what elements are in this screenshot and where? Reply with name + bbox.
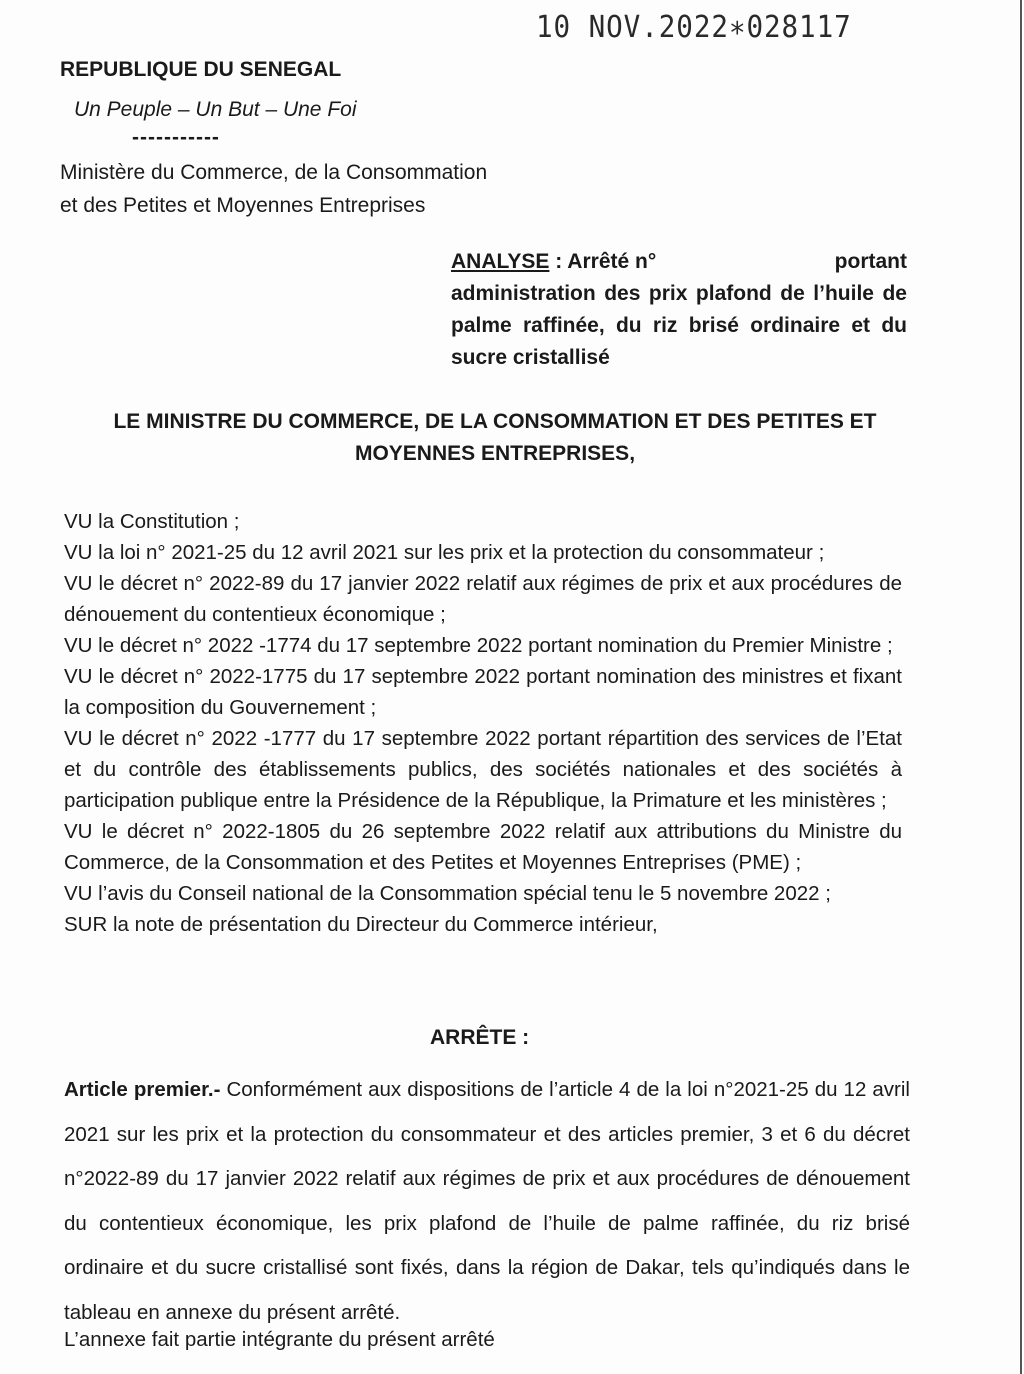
visas-list (64, 506, 902, 940)
analyse-arrete-number: : Arrêté n° (549, 250, 657, 273)
article-text: Conformément aux dispositions de l’article 4 de la loi n°2021-25 du 12 avril 2021 sur les prix et la protection du consommateur et des articles premier, 3 et 6 du décret n°2022-89 du 17 janvier 2022 relatif aux régimes de prix et aux procédures de dénouement du contentieux économique, les prix plafond de l’huile de palme raffinée, du riz brisé ordinaire et du sucre cristallisé sont fixés, dans la région de Dakar, tels qu’indiqués dans le tableau en annexe du présent arrêté. (64, 1078, 910, 1324)
arrete-heading: ARRÊTE : (430, 1026, 530, 1049)
ministry-name (60, 156, 487, 222)
visa-item: VU l’avis du Conseil national de la Consommation spécial tenu le 5 novembre 2022 ; (64, 882, 831, 905)
ministry-line-1: Ministère du Commerce, de la Consommation (60, 161, 488, 184)
republic-heading: REPUBLIQUE DU SENEGAL (60, 58, 342, 81)
visa-item: VU le décret n° 2022 -1774 du 17 septembre 2022 portant nomination du Premier Ministre ; (64, 634, 893, 657)
analyse-first-line (451, 246, 907, 278)
visa-item: VU le décret n° 2022-1775 du 17 septembre 2022 portant nomination des ministres et fixant la composition du Gouvernement ; (64, 665, 902, 719)
analyse-subject: administration des prix plafond de l’huile de palme raffinée, du riz brisé ordinaire et du sucre cristallisé (451, 282, 907, 369)
national-motto: Un Peuple – Un But – Une Foi (74, 98, 357, 121)
analyse-label: ANALYSE (451, 250, 550, 273)
visa-item: SUR la note de présentation du Directeur du Commerce intérieur, (64, 913, 658, 936)
analyse-portant: portant (834, 250, 907, 273)
visa-item: VU la loi n° 2021-25 du 12 avril 2021 sur les prix et la protection du consommateur ; (64, 541, 825, 564)
header-separator: ----------- (132, 126, 220, 149)
annex-note: L’annexe fait partie intégrante du présent arrêté (64, 1328, 495, 1351)
minister-title: LE MINISTRE DU COMMERCE, DE LA CONSOMMATION ET DES PETITES ET MOYENNES ENTREPRISES, (113, 410, 877, 465)
visa-item: VU la Constitution ; (64, 510, 240, 533)
ministry-line-2: et des Petites et Moyennes Entreprises (60, 194, 426, 217)
visa-item: VU le décret n° 2022-89 du 17 janvier 2022 relatif aux régimes de prix et aux procédures de dénouement du contentieux économique ; (64, 572, 902, 626)
article-premier (64, 1068, 910, 1335)
analyse-block (451, 246, 907, 374)
visa-item: VU le décret n° 2022 -1777 du 17 septembre 2022 portant répartition des services de l’Etat et du contrôle des établissements publics, des sociétés nationales et des sociétés à participation publique entre la Présidence de la République, la Primature et les ministères ; (64, 727, 902, 812)
visa-item: VU le décret n° 2022-1805 du 26 septembre 2022 relatif aux attributions du Ministre du Commerce, de la Consommation et des Petites et Moyennes Entreprises (PME) ; (64, 820, 902, 874)
article-title: Article premier.- (64, 1078, 221, 1101)
registration-stamp: 10 NOV.2022∗028117 (536, 10, 852, 45)
